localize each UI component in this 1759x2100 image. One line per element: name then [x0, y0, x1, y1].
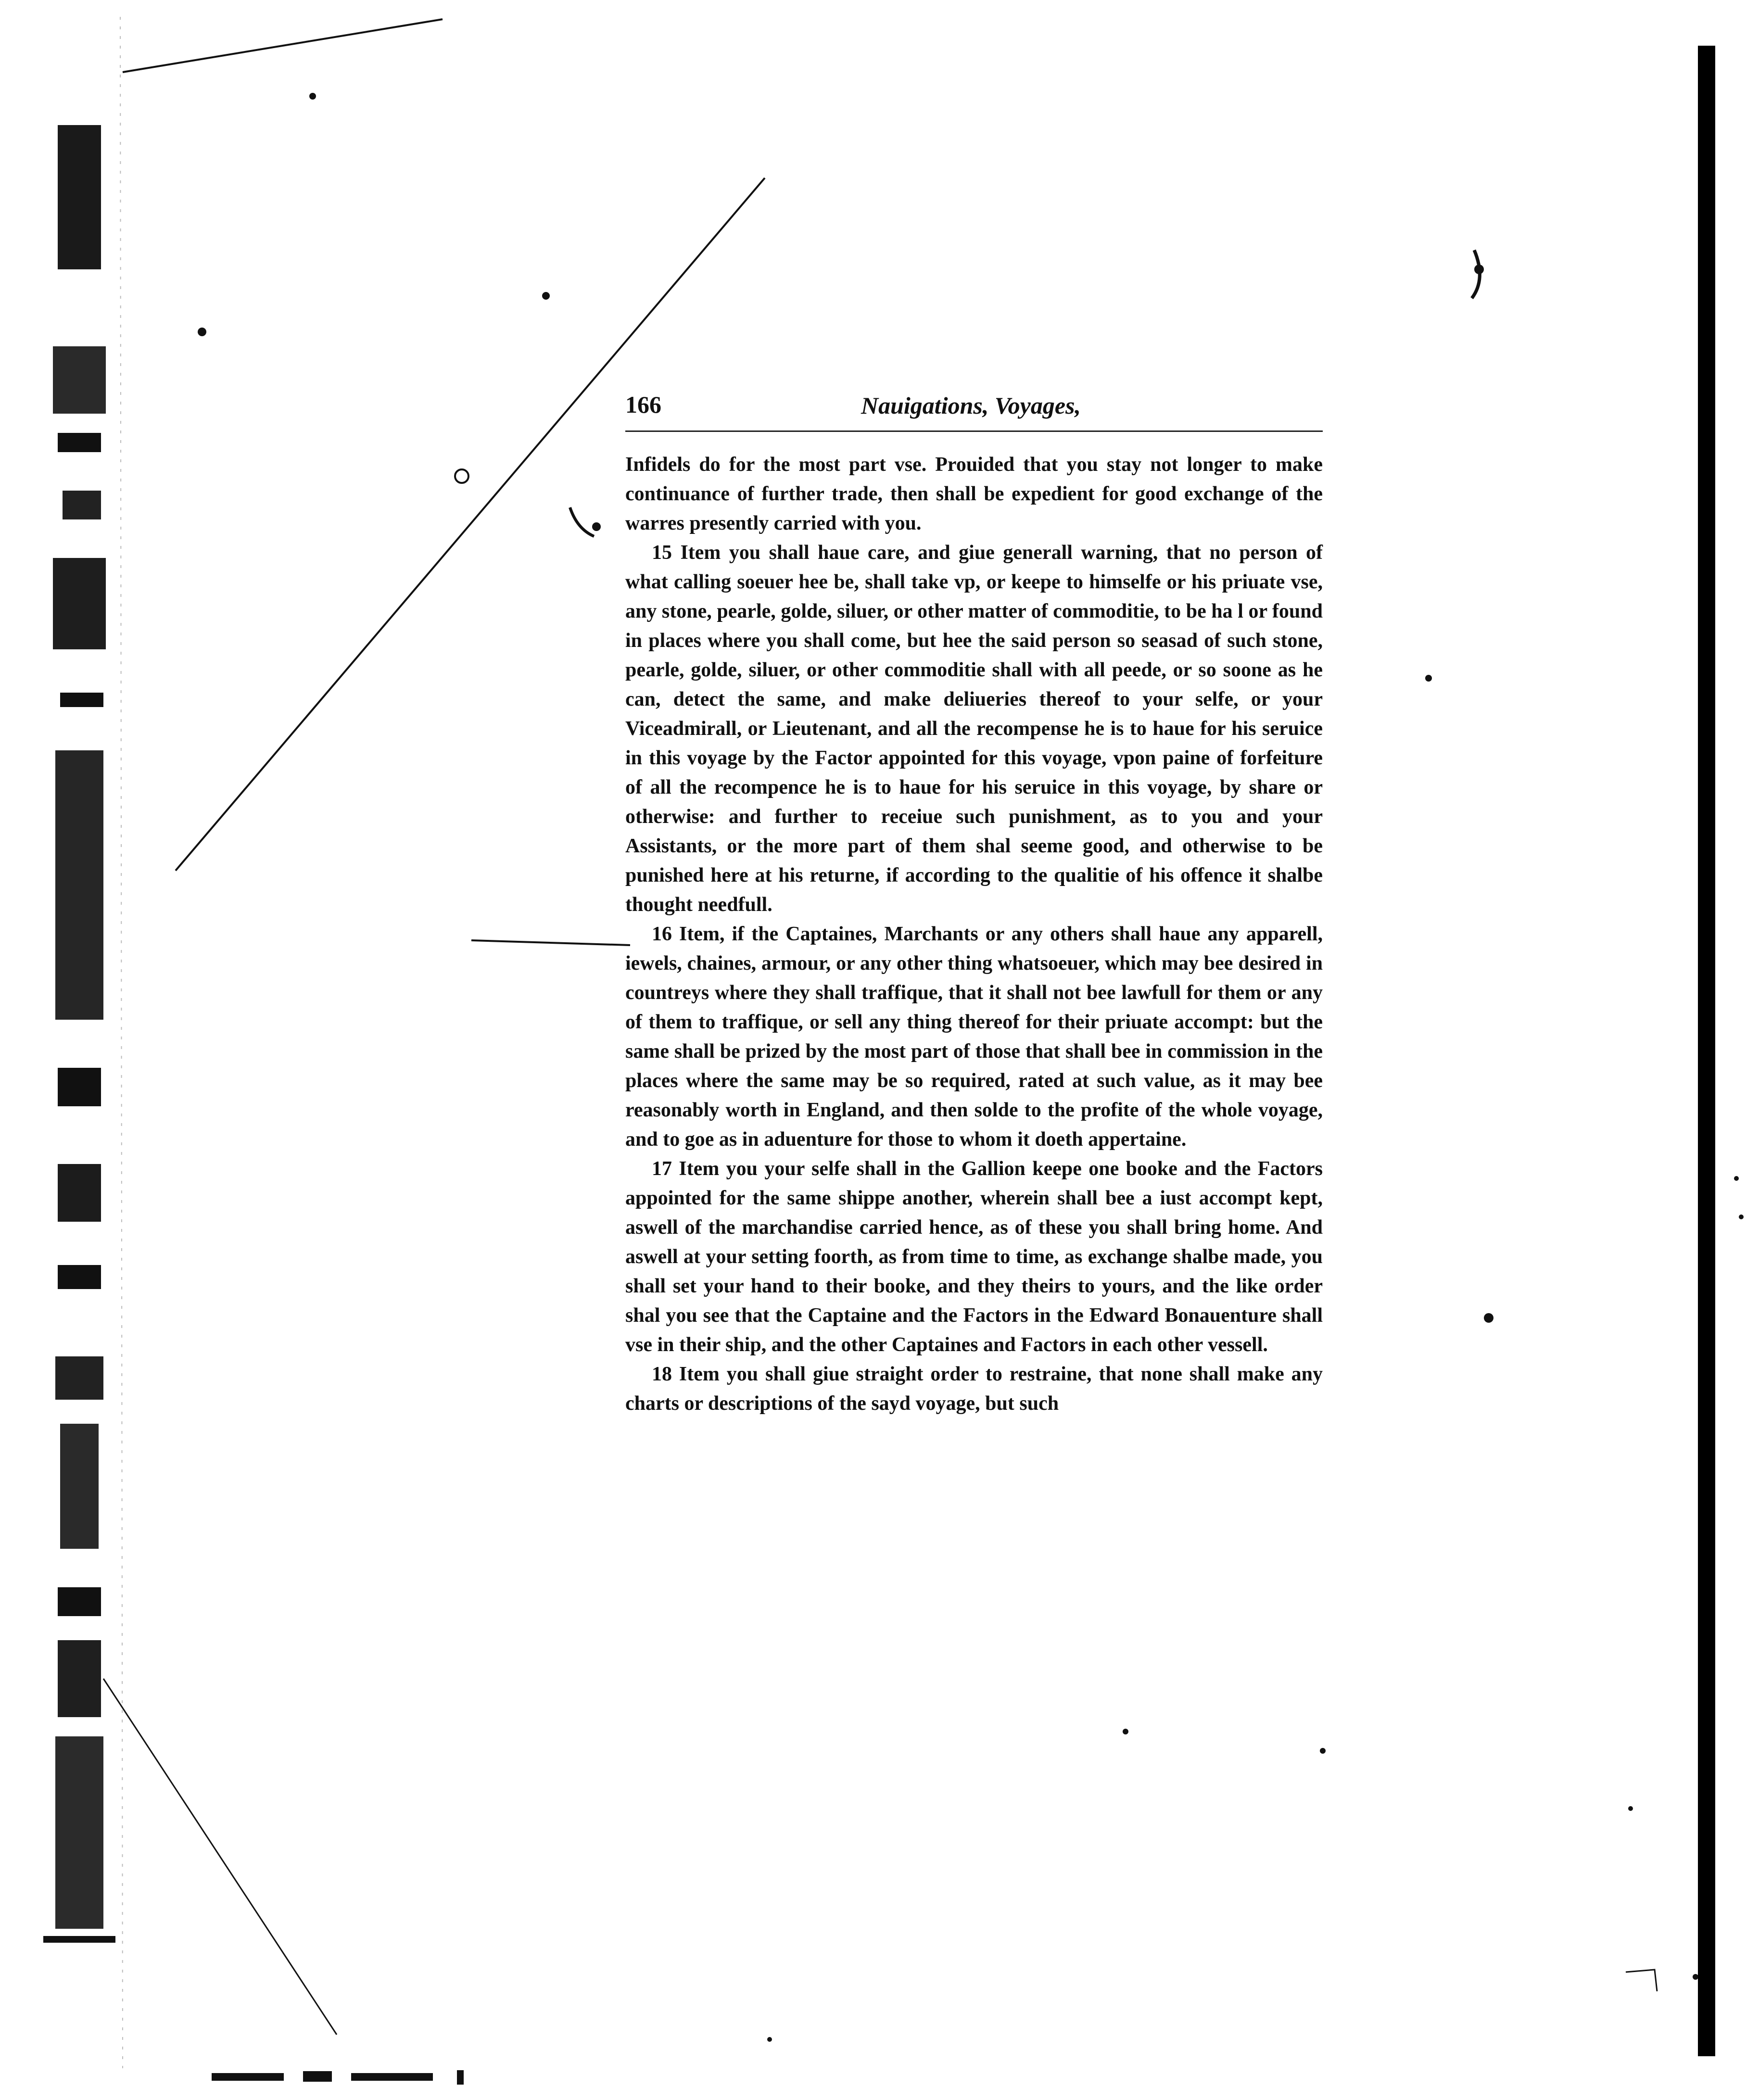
- paragraph-item-16: 16 Item, if the Captaines, Marchants or any others shall haue any apparell, iewels, chaines, armour, or any other thing whatsoeuer, which may bee desired in countreys where they shall traffique, that it shall not bee lawfull for them or any of them to traffique, or sell any thing thereof for their priuate accompt: but the same shall be prized by the most part of those that shall bee in commission in the places where the same may be so required, rated at such value, as it may bee reasonably worth in England, and then solde to the profite of the whole voyage, and to goe as in aduenture for those to whom it doeth appertaine.: [625, 923, 1323, 1151]
- page-text-block: [625, 385, 1323, 1418]
- running-title: Nauigations, Voyages,: [861, 392, 1081, 419]
- body-text: [625, 450, 1323, 1418]
- bottom-scan-marks: [207, 2068, 544, 2087]
- left-scan-edge: [43, 125, 115, 1962]
- page-number: 166: [625, 391, 661, 418]
- paragraph-item-17: 17 Item you your selfe shall in the Gallion keepe one booke and the Factors appointed for the same shippe another, wherein shall bee a iust accompt kept, aswell of the marchandise carried hence, as of these you shall bring home. And aswell at your setting foorth, as from time to time, as exchange shalbe made, you shall set your hand to their booke, and they theirs to yours, and the like order shal you see that the Captaine and the Factors in the Edward Bonauenture shall vse in their ship, and the other Captaines and Factors in each other vessell.: [625, 1158, 1323, 1356]
- right-scan-edge: [1698, 46, 1715, 2056]
- paragraph-continuation: Infidels do for the most part vse. Prouided that you stay not longer to make continuance of further trade, then shall be expedient for good exchange of the warres presently carried with you.: [625, 454, 1323, 534]
- paragraph-item-15: 15 Item you shall haue care, and giue generall warning, that no person of what calling soeuer hee be, shall take vp, or keepe to himselfe or his priuate vse, any stone, pearle, golde, siluer, or other matter of commoditie, to be ha l or found in places where you shall come, but hee the said person so seasad of such stone, pearle, golde, siluer, or other commoditie shall with all peede, or so soone as he can, detect the same, and make deliueries thereof to your selfe, or your Viceadmirall, or Lieutenant, and all the recompense he is to haue for his seruice in this voyage by the Factor appointed for this voyage, vpon paine of forfeiture of all the recompence he is to haue for his seruice in this voyage, by share or otherwise: and further to receiue such punishment, as to you and your Assistants, or the more part of them shal seeme good, and otherwise to be punished here at his returne, if according to the qualitie of his offence it shalbe thought needfull.: [625, 542, 1323, 916]
- running-head: [625, 385, 1323, 432]
- paragraph-item-18: 18 Item you shall giue straight order to restraine, that none shall make any charts or descriptions of the sayd voyage, but such: [625, 1363, 1323, 1415]
